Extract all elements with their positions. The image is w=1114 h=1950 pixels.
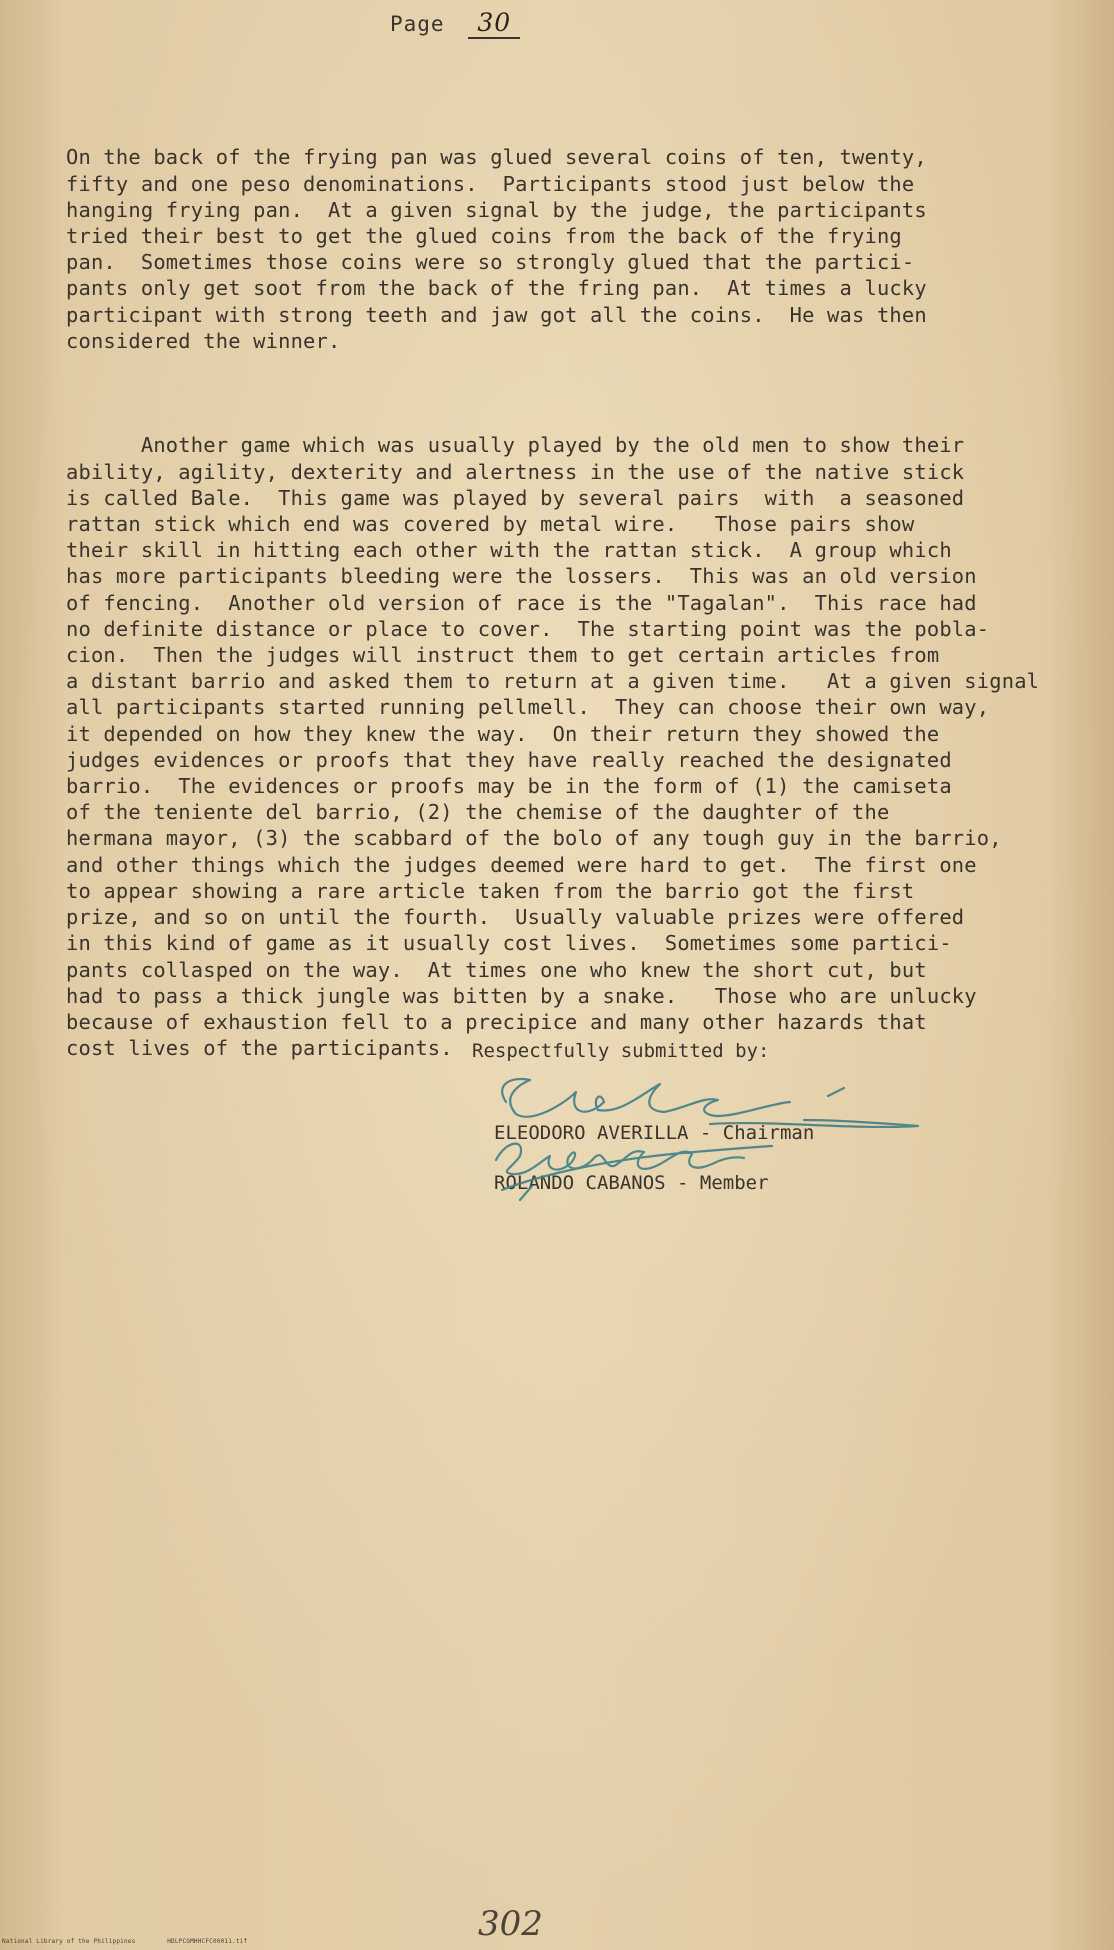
member-name: ROLANDO CABANOS - Member <box>494 1172 769 1194</box>
handwritten-signatures <box>472 1040 972 1220</box>
paragraph-frying-pan: On the back of the frying pan was glued several coins of ten, twenty, fifty and one peso denominations. Participants stood just below the hanging frying pan. At a given signal by the judge, the participants tried their best to get the glued coins from the back of the frying pan. Sometimes those coins were so strongly glued that the partici- pants only get soot from the back of the fring pan. At times a lucky participant with strong teeth and jaw got all the coins. He was then considered the winner. <box>66 145 927 353</box>
signature-block <box>472 1040 972 1220</box>
signature-chairman <box>502 1079 918 1127</box>
signature-member <box>496 1144 772 1200</box>
footer-library: National Library of the Philippines <box>2 1938 136 1945</box>
paragraph-bale-tagalan: Another game which was usually played by the old men to show their ability, agility, dexterity and alertness in the use of the native stick is called Bale. This game was played by several pairs with a seasoned rattan stick which end was covered by metal wire. Those pairs show their skill in hitting each other with the rattan stick. A group which has more participants bleeding were the lossers. This was an old version of fencing. Another old version of race is the "Tagalan". This race had no definite distance or place to cover. The starting point was the pobla- cion. Then the judges will instruct them to get certain articles from a distant barrio and asked them to return at a given time. At a given signal all participants started running pellmell. They can choose their own way, it depended on how they knew the way. On their return they showed the judges evidences or proofs that they have really reached the designated barrio. The evidences or proofs may be in the form of (1) the camiseta of the teniente del barrio, (2) the chemise of the daughter of the hermana mayor, (3) the scabbard of the bolo of any tough guy in the barrio, and other things which the judges deemed were hard to get. The first one to appear showing a rare article taken from the barrio got the first prize, and so on until the fourth. Usually valuable prizes were offered in this kind of game as it usually cost lives. Sometimes some partici- pants collasped on the way. At times one who knew the short cut, but had to pass a thick jungle was bitten by a snake. Those who are unlucky because of exhaustion fell to a precipice and many other hazards that cost lives of the participants. <box>66 433 1040 1061</box>
scan-footer <box>2 1938 247 1945</box>
page-header <box>390 8 520 39</box>
chairman-name: ELEODORO AVERILLA - Chairman <box>494 1122 815 1144</box>
footer-file: HDLPCOMHHCFC00011.tif <box>167 1938 248 1945</box>
page-number: 30 <box>468 8 520 39</box>
submitted-by-line: Respectfully submitted by: <box>472 1040 770 1062</box>
page-label: Page <box>390 12 445 36</box>
handwritten-stamp-number: 302 <box>478 1904 543 1944</box>
body-text <box>66 92 1076 1114</box>
